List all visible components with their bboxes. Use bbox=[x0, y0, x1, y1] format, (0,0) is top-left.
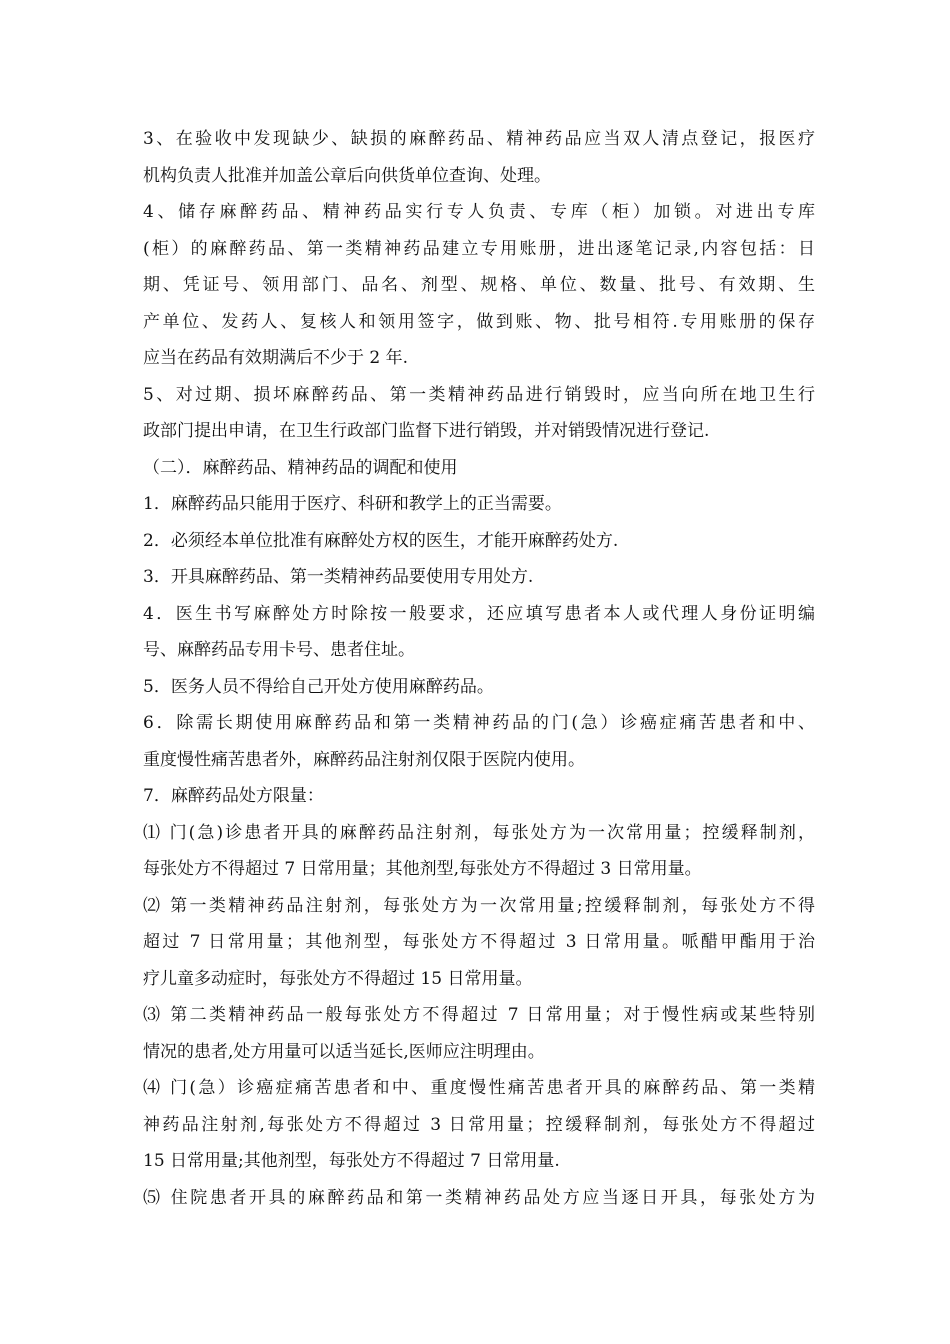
text-line: 1．麻醉药品只能用于医疗、科研和教学上的正当需要。 bbox=[143, 494, 562, 514]
text-line: （二）．麻醉药品、精神药品的调配和使用 bbox=[143, 457, 458, 478]
text-line: 3、在验收中发现缺少、缺损的麻醉药品、精神药品应当双人清点登记，报医疗 bbox=[143, 129, 815, 149]
text-line: 4．医生书写麻醉处方时除按一般要求，还应填写患者本人或代理人身份证明编 bbox=[143, 603, 815, 624]
text-line: 2．必须经本单位批准有麻醉处方权的医生，才能开麻醉药处方. bbox=[143, 530, 619, 551]
text-line: 神药品注射剂,每张处方不得超过 3 日常用量；控缓释制剂，每张处方不得超过 bbox=[143, 1114, 815, 1135]
text-line: 期、凭证号、领用部门、品名、剂型、规格、单位、数量、批号、有效期、生 bbox=[143, 275, 815, 295]
text-line: 疗儿童多动症时，每张处方不得超过 15 日常用量。 bbox=[143, 968, 533, 989]
text-line: 6．除需长期使用麻醉药品和第一类精神药品的门(急）诊癌症痛苦患者和中、 bbox=[143, 713, 815, 733]
text-line: 7．麻醉药品处方限量： bbox=[143, 786, 324, 806]
text-line: (柜）的麻醉药品、第一类精神药品建立专用账册，进出逐笔记录,内容包括：日 bbox=[143, 238, 815, 259]
text-line: 机构负责人批准并加盖公章后向供货单位查询、处理。 bbox=[143, 165, 551, 186]
text-line: ⑸ 住院患者开具的麻醉药品和第一类精神药品处方应当逐日开具，每张处方为 bbox=[143, 1187, 815, 1208]
text-line: 重度慢性痛苦患者外，麻醉药品注射剂仅限于医院内使用。 bbox=[143, 749, 585, 770]
text-line: 号、麻醉药品专用卡号、患者住址。 bbox=[143, 640, 415, 660]
text-line: 每张处方不得超过 7 日常用量；其他剂型,每张处方不得超过 3 日常用量。 bbox=[143, 859, 702, 879]
text-line: ⑶ 第二类精神药品一般每张处方不得超过 7 日常用量；对于慢性病或某些特别 bbox=[143, 1005, 815, 1025]
text-line: ⑴ 门(急)诊患者开具的麻醉药品注射剂，每张处方为一次常用量；控缓释制剂， bbox=[143, 822, 815, 843]
text-line: 超过 7 日常用量；其他剂型，每张处方不得超过 3 日常用量。哌醋甲酯用于治 bbox=[143, 932, 815, 952]
text-line: 5、对过期、损坏麻醉药品、第一类精神药品进行销毁时，应当向所在地卫生行 bbox=[143, 384, 815, 405]
text-line: 情况的患者,处方用量可以适当延长,医师应注明理由。 bbox=[143, 1041, 545, 1062]
text-line: 4、储存麻醉药品、精神药品实行专人负责、专库（柜）加锁。对进出专库 bbox=[143, 202, 815, 222]
text-line: 产单位、发药人、复核人和领用签字，做到账、物、批号相符.专用账册的保存 bbox=[143, 311, 815, 332]
text-line: 3．开具麻醉药品、第一类精神药品要使用专用处方. bbox=[143, 567, 534, 587]
text-line: 应当在药品有效期满后不少于 2 年. bbox=[143, 348, 409, 368]
document-body bbox=[143, 121, 815, 1216]
text-line: ⑷ 门(急）诊癌症痛苦患者和中、重度慢性痛苦患者开具的麻醉药品、第一类精 bbox=[143, 1078, 815, 1098]
text-line: ⑵ 第一类精神药品注射剂，每张处方为一次常用量;控缓释制剂，每张处方不得 bbox=[143, 895, 815, 916]
text-line: 15 日常用量;其他剂型，每张处方不得超过 7 日常用量. bbox=[143, 1151, 560, 1171]
text-line: 5．医务人员不得给自己开处方使用麻醉药品。 bbox=[143, 676, 494, 697]
text-line: 政部门提出申请，在卫生行政部门监督下进行销毁，并对销毁情况进行登记. bbox=[143, 421, 710, 441]
